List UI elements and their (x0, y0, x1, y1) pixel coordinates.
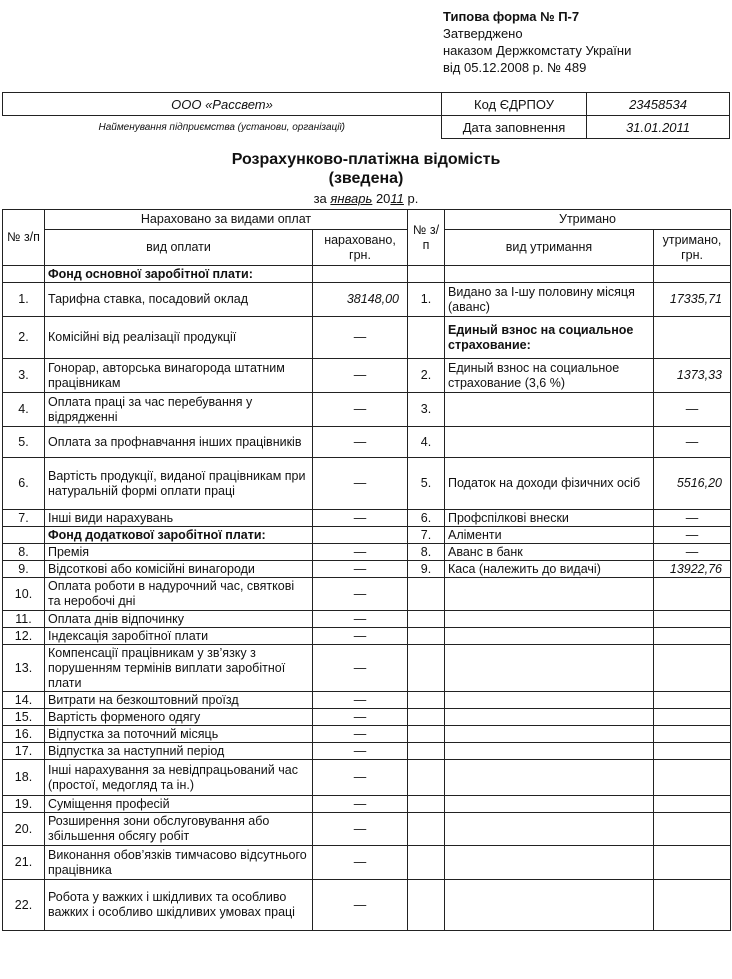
withhold-type-cell (445, 645, 654, 692)
accrued-amount: 38148,00 (313, 283, 408, 317)
right-row-number: 8. (408, 544, 445, 561)
left-row-number: 18. (3, 760, 45, 796)
title-line-1: Розрахунково-платіжна відомість (231, 151, 501, 168)
withhold-type-cell: Профспілкові внески (445, 510, 654, 527)
accrued-amount: — (313, 813, 408, 846)
withhold-type-cell: Аліменти (445, 527, 654, 544)
accrued-amount: — (313, 743, 408, 760)
withhold-type-cell: Единый взнос на социальное страхование: (445, 317, 654, 359)
left-row-number: 6. (3, 458, 45, 510)
table-row (3, 880, 731, 931)
withhold-type-cell: Каса (належить до видачі) (445, 561, 654, 578)
left-row-number: 13. (3, 645, 45, 692)
right-row-number: 2. (408, 359, 445, 393)
pay-type-cell: Фонд додаткової заробітної плати: (45, 527, 313, 544)
withheld-amount (654, 317, 731, 359)
left-row-number: 7. (3, 510, 45, 527)
withheld-amount (654, 578, 731, 611)
accrued-amount: — (313, 692, 408, 709)
accrued-amount: — (313, 645, 408, 692)
right-row-number (408, 813, 445, 846)
withhold-type-cell: Единый взнос на социальное страхование (3,6 %) (445, 359, 654, 393)
table-row (3, 393, 731, 427)
withhold-type-cell (445, 846, 654, 880)
pay-type-header: вид оплати (45, 230, 313, 266)
table-row (3, 527, 731, 544)
left-row-number (3, 266, 45, 283)
form-number: Типова форма № П-7 (443, 9, 580, 24)
accrued-amount: — (313, 510, 408, 527)
withheld-amount: — (654, 427, 731, 458)
left-row-number: 11. (3, 611, 45, 628)
withhold-type-cell: Податок на доходи фізичних осіб (445, 458, 654, 510)
left-row-number: 9. (3, 561, 45, 578)
withheld-amount: — (654, 510, 731, 527)
withheld-amount (654, 692, 731, 709)
pay-type-cell: Премія (45, 544, 313, 561)
withhold-type-cell (445, 266, 654, 283)
right-row-number (408, 880, 445, 931)
pay-type-cell: Компенсації працівникам у зв’язку з порушенням термінів виплати заробітної плати (45, 645, 313, 692)
pay-type-cell: Робота у важких і шкідливих та особливо важких і особливо шкідливих умовах праці (45, 880, 313, 931)
left-row-number: 15. (3, 709, 45, 726)
document-title (0, 150, 732, 188)
approval-date: від 05.12.2008 р. № 489 (443, 60, 587, 75)
left-num-header: № з/п (3, 210, 45, 266)
right-row-number (408, 692, 445, 709)
pay-type-cell: Інші нарахування за невідпрацьований час (простої, медогляд та ін.) (45, 760, 313, 796)
left-row-number: 19. (3, 796, 45, 813)
right-row-number (408, 743, 445, 760)
table-row (3, 283, 731, 317)
pay-type-cell: Суміщення професій (45, 796, 313, 813)
accrued-amount: — (313, 317, 408, 359)
left-row-number: 21. (3, 846, 45, 880)
withheld-amount (654, 846, 731, 880)
withheld-amount: — (654, 393, 731, 427)
withhold-type-cell (445, 880, 654, 931)
pay-type-cell: Оплата за профнавчання інших працівників (45, 427, 313, 458)
table-row (3, 760, 731, 796)
accrued-amount: — (313, 760, 408, 796)
accrued-amount: — (313, 726, 408, 743)
right-row-number (408, 709, 445, 726)
accrued-amount: — (313, 393, 408, 427)
fill-date-label: Дата заповнення (442, 116, 587, 139)
right-row-number (408, 266, 445, 283)
right-row-number: 3. (408, 393, 445, 427)
pay-type-cell: Відсоткові або комісійні винагороди (45, 561, 313, 578)
withheld-amount (654, 709, 731, 726)
withhold-type-cell: Видано за І-шу половину місяця (аванс) (445, 283, 654, 317)
period-year-prefix: 20 (375, 191, 391, 206)
period-suffix: р. (407, 191, 419, 206)
withhold-type-cell (445, 709, 654, 726)
accrued-amount: — (313, 796, 408, 813)
table-row (3, 628, 731, 645)
accrued-amount (313, 266, 408, 283)
left-row-number: 3. (3, 359, 45, 393)
withhold-type-cell (445, 743, 654, 760)
withhold-type-cell (445, 796, 654, 813)
accrued-amount: — (313, 427, 408, 458)
table-row (3, 796, 731, 813)
table-row (3, 544, 731, 561)
withheld-amount (654, 796, 731, 813)
pay-type-cell: Вартість продукції, виданої працівникам при натуральній формі оплати праці (45, 458, 313, 510)
withhold-type-cell (445, 692, 654, 709)
organization-caption: Найменування підприємства (установи, організації) (3, 116, 442, 139)
withhold-type-cell (445, 393, 654, 427)
left-row-number (3, 527, 45, 544)
right-row-number (408, 317, 445, 359)
organization-table (2, 92, 730, 139)
withheld-header: утримано, грн. (654, 230, 731, 266)
withhold-type-header: вид утримання (445, 230, 654, 266)
accrued-amount: — (313, 561, 408, 578)
left-row-number: 5. (3, 427, 45, 458)
pay-type-cell: Інші види нарахувань (45, 510, 313, 527)
edrpou-label: Код ЄДРПОУ (442, 93, 587, 116)
table-row (3, 510, 731, 527)
withhold-type-cell: Аванс в банк (445, 544, 654, 561)
table-row (3, 846, 731, 880)
right-row-number: 1. (408, 283, 445, 317)
withheld-amount (654, 760, 731, 796)
withheld-amount (654, 628, 731, 645)
right-num-header: № з/п (408, 210, 445, 266)
pay-type-cell: Вартість форменого одягу (45, 709, 313, 726)
table-row (3, 611, 731, 628)
right-row-number: 7. (408, 527, 445, 544)
title-line-2: (зведена) (328, 170, 404, 187)
table-row (3, 743, 731, 760)
withheld-amount (654, 645, 731, 692)
withheld-amount (654, 266, 731, 283)
right-row-number: 6. (408, 510, 445, 527)
accrued-header: нараховано, грн. (313, 230, 408, 266)
payroll-table (2, 209, 731, 931)
withheld-amount (654, 611, 731, 628)
withhold-type-cell (445, 611, 654, 628)
period-year: 11 (390, 191, 404, 206)
left-row-number: 14. (3, 692, 45, 709)
withheld-amount: 17335,71 (654, 283, 731, 317)
table-row (3, 266, 731, 283)
withhold-type-cell (445, 726, 654, 743)
withhold-type-cell (445, 813, 654, 846)
table-row (3, 692, 731, 709)
period-month: январь (330, 191, 373, 206)
withheld-group-header: Утримано (445, 210, 731, 230)
pay-type-cell: Фонд основної заробітної плати: (45, 266, 313, 283)
pay-type-cell: Оплата днів відпочинку (45, 611, 313, 628)
left-row-number: 22. (3, 880, 45, 931)
pay-type-cell: Оплата праці за час перебування у відрядженні (45, 393, 313, 427)
withheld-amount (654, 813, 731, 846)
accrued-amount: — (313, 709, 408, 726)
pay-type-cell: Відпустка за наступний період (45, 743, 313, 760)
pay-type-cell: Розширення зони обслуговування або збільшення обсягу робіт (45, 813, 313, 846)
right-row-number (408, 578, 445, 611)
withheld-amount: 1373,33 (654, 359, 731, 393)
withheld-amount: 5516,20 (654, 458, 731, 510)
table-row (3, 359, 731, 393)
organization-name: ООО «Рассвет» (3, 93, 442, 116)
pay-type-cell: Тарифна ставка, посадовий оклад (45, 283, 313, 317)
left-row-number: 17. (3, 743, 45, 760)
pay-type-cell: Гонорар, авторська винагорода штатним працівникам (45, 359, 313, 393)
withhold-type-cell (445, 427, 654, 458)
right-row-number (408, 611, 445, 628)
accrued-amount: — (313, 880, 408, 931)
table-row (3, 645, 731, 692)
table-row (3, 709, 731, 726)
period-prefix: за (313, 191, 327, 206)
withheld-amount (654, 880, 731, 931)
right-row-number (408, 645, 445, 692)
table-row (3, 427, 731, 458)
left-row-number: 20. (3, 813, 45, 846)
left-row-number: 4. (3, 393, 45, 427)
accrued-amount: — (313, 578, 408, 611)
form-header (443, 8, 631, 76)
table-row (3, 726, 731, 743)
right-row-number (408, 628, 445, 645)
pay-type-cell: Комісійні від реалізації продукції (45, 317, 313, 359)
withheld-amount: — (654, 544, 731, 561)
right-row-number: 9. (408, 561, 445, 578)
approved-text: Затверджено (443, 26, 523, 41)
left-row-number: 2. (3, 317, 45, 359)
accrued-amount: — (313, 458, 408, 510)
right-row-number (408, 726, 445, 743)
withhold-type-cell (445, 628, 654, 645)
table-row (3, 813, 731, 846)
pay-type-cell: Виконання обов’язків тимчасово відсутнього працівника (45, 846, 313, 880)
pay-type-cell: Оплата роботи в надурочний час, святкові та неробочі дні (45, 578, 313, 611)
table-row (3, 578, 731, 611)
withheld-amount: 13922,76 (654, 561, 731, 578)
table-row (3, 458, 731, 510)
fill-date-value: 31.01.2011 (587, 116, 730, 139)
withheld-amount (654, 726, 731, 743)
table-row (3, 317, 731, 359)
accrued-group-header: Нараховано за видами оплат (45, 210, 408, 230)
withhold-type-cell (445, 760, 654, 796)
withheld-amount (654, 743, 731, 760)
left-row-number: 1. (3, 283, 45, 317)
left-row-number: 8. (3, 544, 45, 561)
pay-type-cell: Індексація заробітної плати (45, 628, 313, 645)
left-row-number: 16. (3, 726, 45, 743)
period (0, 191, 732, 206)
left-row-number: 12. (3, 628, 45, 645)
right-row-number (408, 796, 445, 813)
right-row-number: 5. (408, 458, 445, 510)
accrued-amount (313, 527, 408, 544)
pay-type-cell: Витрати на безкоштовний проїзд (45, 692, 313, 709)
table-row (3, 561, 731, 578)
left-row-number: 10. (3, 578, 45, 611)
withheld-amount: — (654, 527, 731, 544)
accrued-amount: — (313, 628, 408, 645)
withhold-type-cell (445, 578, 654, 611)
approval-order: наказом Держкомстату України (443, 43, 632, 58)
accrued-amount: — (313, 611, 408, 628)
accrued-amount: — (313, 359, 408, 393)
accrued-amount: — (313, 544, 408, 561)
right-row-number: 4. (408, 427, 445, 458)
pay-type-cell: Відпустка за поточний місяць (45, 726, 313, 743)
right-row-number (408, 846, 445, 880)
edrpou-value: 23458534 (587, 93, 730, 116)
right-row-number (408, 760, 445, 796)
accrued-amount: — (313, 846, 408, 880)
